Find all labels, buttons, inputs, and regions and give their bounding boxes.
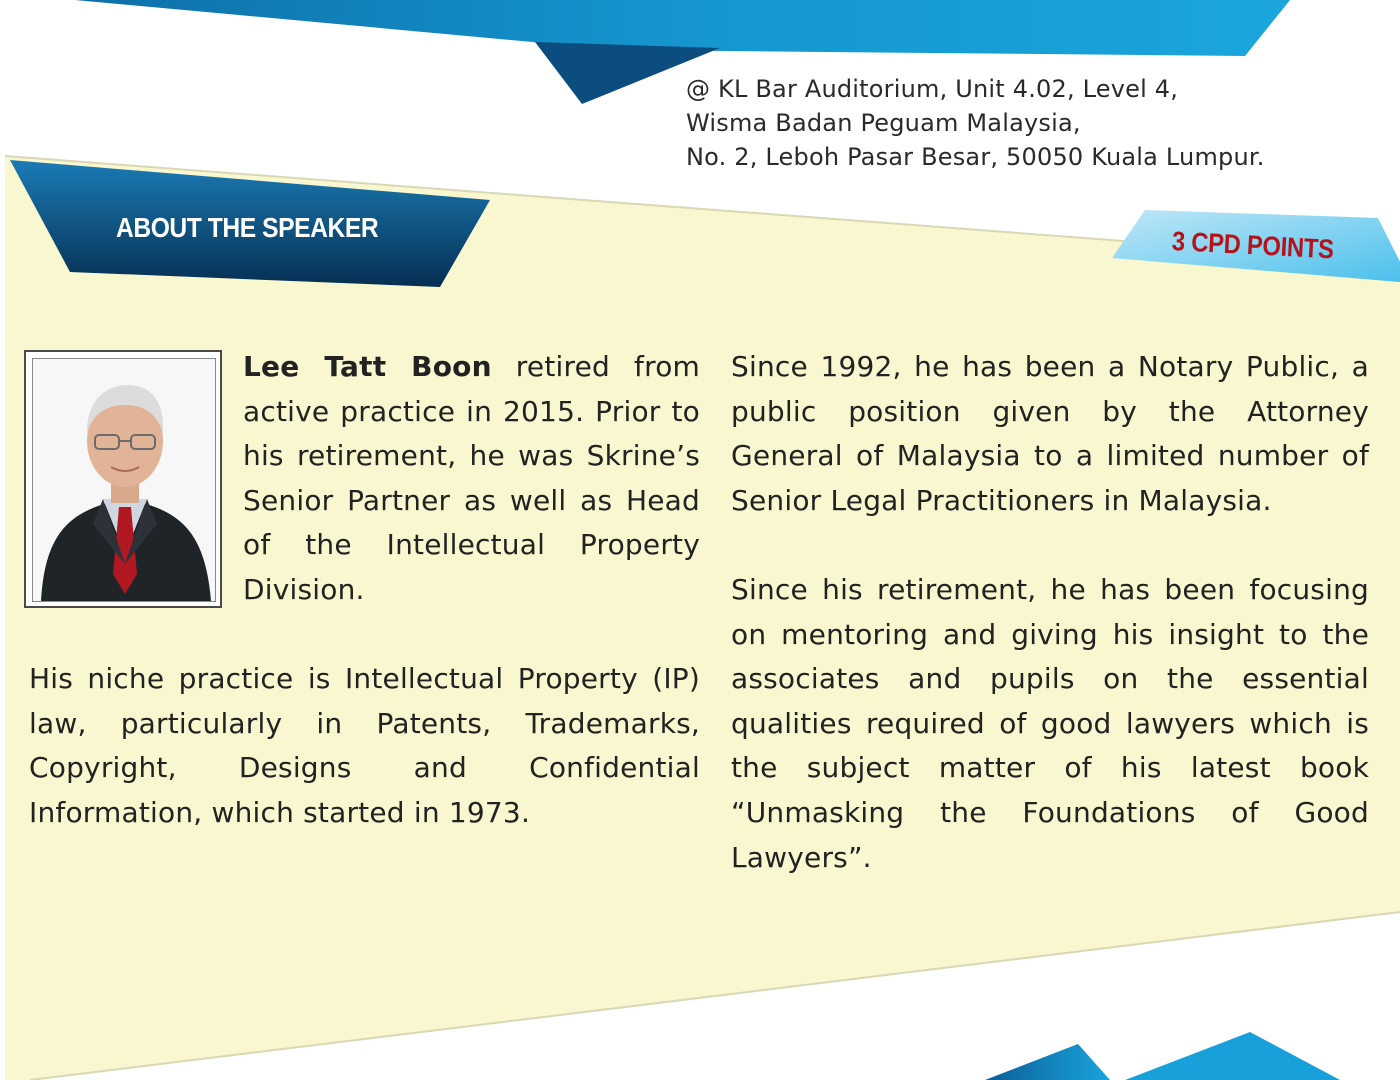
cpd-points-badge: 3 CPD POINTS — [1171, 226, 1335, 265]
venue-line: No. 2, Leboh Pasar Besar, 50050 Kuala Lumpur. — [686, 143, 1265, 171]
bottom-shape-left — [985, 1044, 1110, 1080]
speaker-bio-right — [731, 345, 1369, 880]
speaker-photo — [32, 358, 216, 602]
bottom-shape-right — [1125, 1032, 1340, 1080]
speaker-name: Lee Tatt Boon — [243, 350, 492, 383]
venue-line: @ KL Bar Auditorium, Unit 4.02, Level 4, — [686, 75, 1179, 103]
speaker-retirement: Since his retirement, he has been focusing on mentoring and giving his insight to the associates and pupils on the essential qualities required of good lawyers which is the subject matter of his latest book “Unmasking the Foundations of Good Lawyers”. — [731, 572, 1369, 874]
speaker-intro-text: retired from active practice in 2015. Prior to his retirement, he was Skrine’s Senior Partner as well as Head of the Intellectual Property Division. — [243, 350, 701, 606]
section-title: ABOUT THE SPEAKER — [116, 212, 379, 243]
speaker-intro — [243, 345, 700, 613]
speaker-notary: Since 1992, he has been a Notary Public, a public position given by the Attorney General of Malaysia to a limited number of Senior Legal Practitioners in Malaysia. — [731, 350, 1369, 517]
venue-address — [686, 72, 1265, 174]
venue-line: Wisma Badan Peguam Malaysia, — [686, 109, 1081, 137]
speaker-practice: His niche practice is Intellectual Property (IP) law, particularly in Patents, Trademarks, Copyright, Designs and Confidential Information, which started in 1973. — [29, 662, 700, 829]
speaker-portrait-image — [33, 359, 215, 601]
speaker-photo-frame — [24, 350, 222, 608]
